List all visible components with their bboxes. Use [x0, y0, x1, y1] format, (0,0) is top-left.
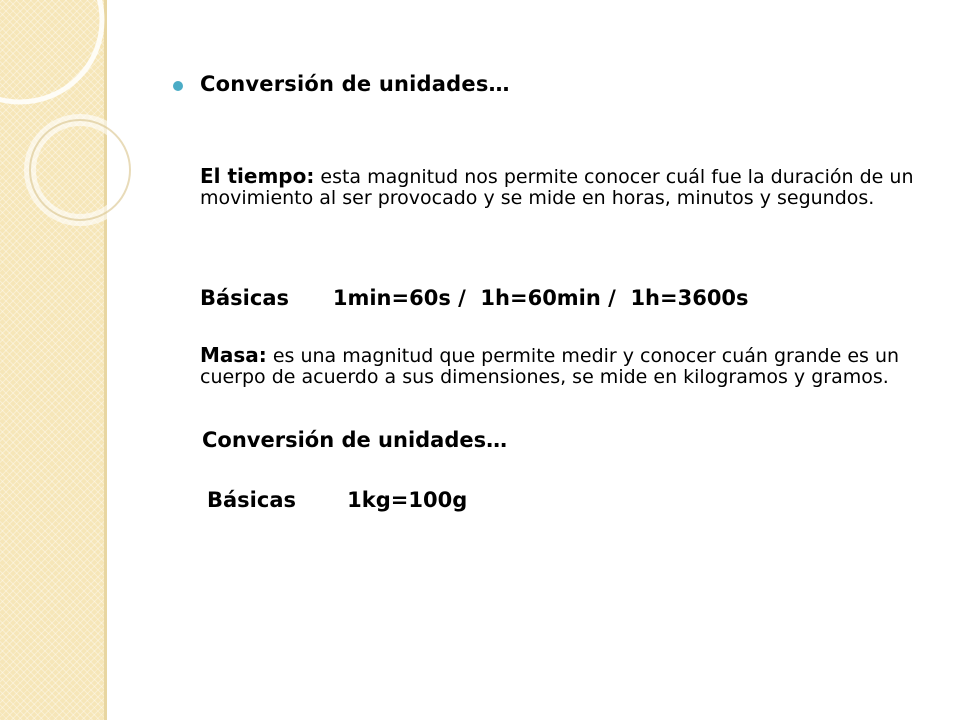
- mass-subtitle: Conversión de unidades…: [202, 428, 508, 452]
- decor-circle-medium-outline: [30, 120, 130, 220]
- time-basics: Básicas 1min=60s / 1h=60min / 1h=3600s: [200, 286, 749, 310]
- mass-term: Masa:: [200, 343, 267, 367]
- time-paragraph: [200, 166, 930, 209]
- decor-circle-large: [0, 0, 102, 102]
- decorative-circles: [0, 0, 140, 260]
- time-term: El tiempo:: [200, 164, 315, 188]
- mass-definition: es una magnitud que permite medir y conocer cuán grande es un cuerpo de acuerdo a sus dimensiones, se mide en kilogramos y gramos.: [200, 345, 900, 388]
- time-definition: esta magnitud nos permite conocer cuál fue la duración de un movimiento al ser provocado y se mide en horas, minutos y segundos.: [200, 166, 914, 209]
- mass-paragraph: [200, 345, 930, 388]
- mass-basics: Básicas 1kg=100g: [207, 488, 468, 512]
- bullet-icon: [173, 81, 183, 91]
- slide-title: Conversión de unidades…: [200, 72, 510, 96]
